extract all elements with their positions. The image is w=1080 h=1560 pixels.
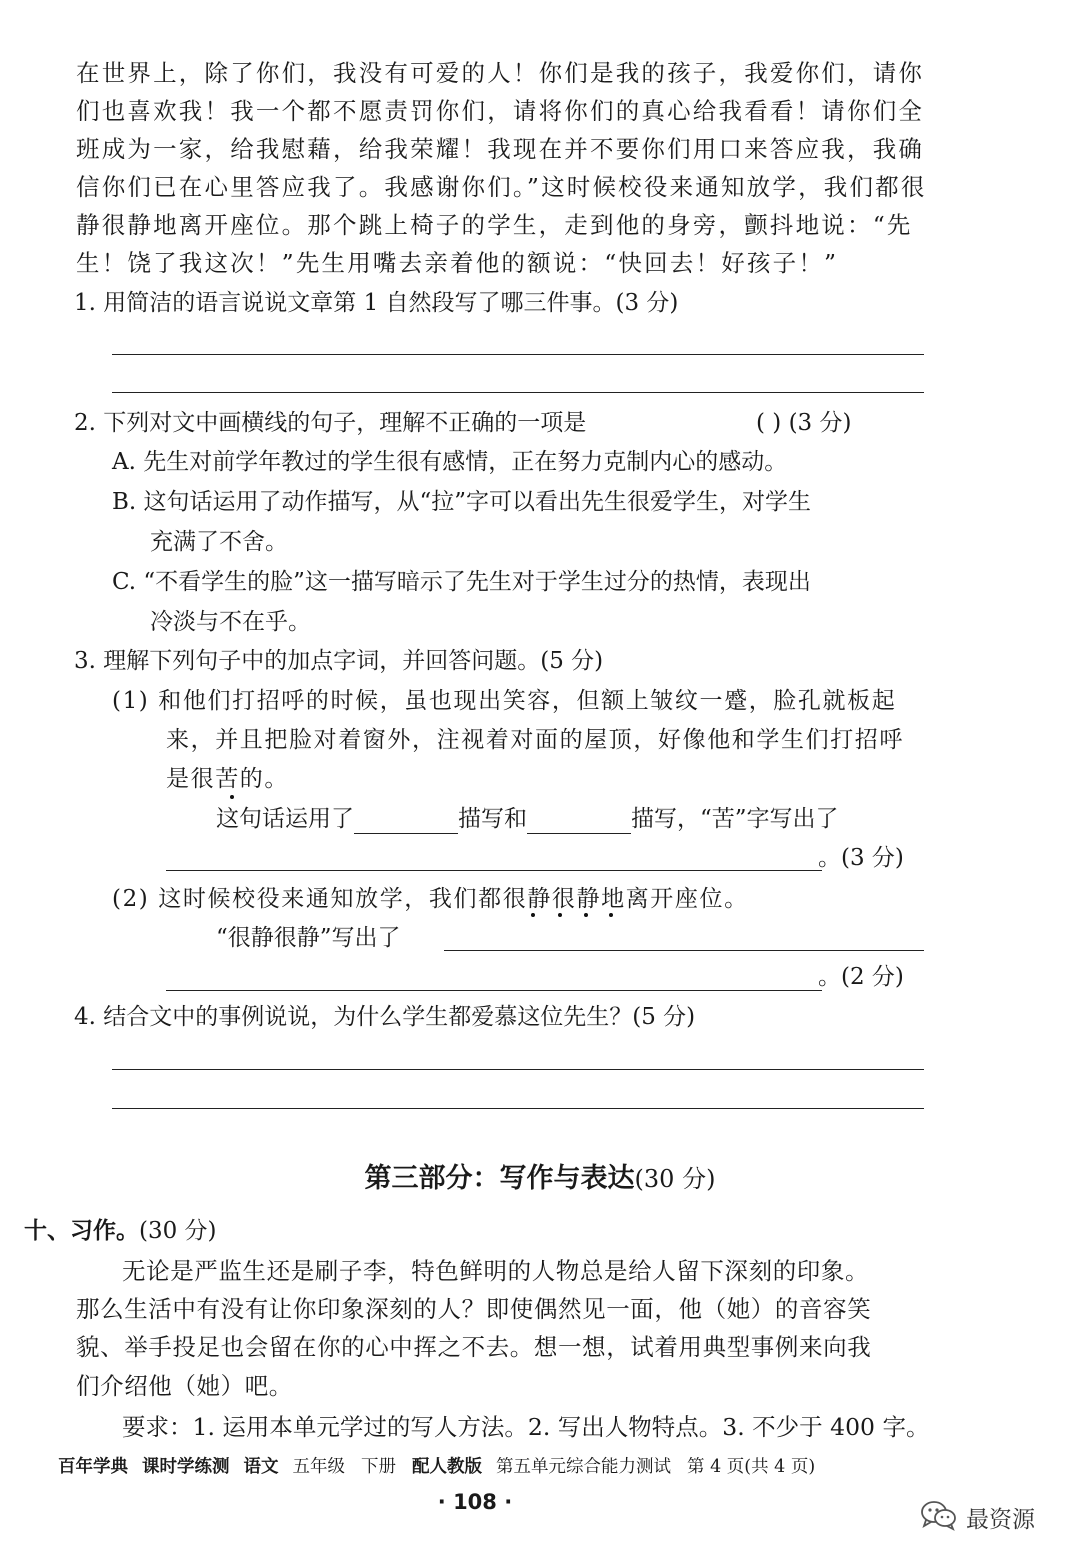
- question-4: 4. 结合文中的事例说说，为什么学生都爱慕这位先生？(5 分): [74, 1004, 696, 1030]
- answer-line[interactable]: [112, 1069, 924, 1070]
- footer-test: 第五单元综合能力测试: [496, 1457, 671, 1477]
- fill-text: “很静很静”写出了: [216, 925, 401, 951]
- footer-subject: 语文: [243, 1457, 279, 1477]
- question-1: 1. 用简洁的语言说说文章第 1 自然段写了哪三件事。(3 分): [74, 290, 679, 316]
- footer-grade: 五年级: [292, 1457, 345, 1477]
- sub-question-1: (1) 和他们打招呼的时候，虽也现出笑容，但额上皱纹一蹙，脸孔就板起: [112, 688, 897, 714]
- option-b: B. 这句话运用了动作描写，从“拉”字可以看出先生很爱学生，对学生: [112, 489, 812, 515]
- option-c-cont: 冷淡与不在乎。: [150, 609, 311, 635]
- passage-line: 们也喜欢我！我一个都不愿责罚你们，请将你们的真心给我看看！请你们全: [76, 97, 925, 125]
- answer-line[interactable]: [166, 870, 822, 871]
- section-title: [0, 1162, 1080, 1196]
- sub-question-1-cont: 来，并且把脸对着窗外，注视着对面的屋顶，好像他和学生们打招呼: [166, 727, 904, 753]
- page-number: · 108 ·: [437, 1490, 513, 1514]
- footer-brand: 百年学典: [58, 1457, 128, 1477]
- footer-volume: 下册: [361, 1457, 396, 1477]
- fill-blank[interactable]: [354, 809, 458, 834]
- emphasis-dot: [531, 913, 535, 917]
- emphasis-dot: [584, 913, 588, 917]
- prompt-line: 无论是严监生还是刷子李，特色鲜明的人物总是给人留下深刻的印象。: [122, 1257, 870, 1285]
- question-10-heading: [24, 1216, 217, 1246]
- prompt-line: 那么生活中有没有让你印象深刻的人？即使偶然见一面，他（她）的音容笑: [76, 1295, 872, 1323]
- option-c: C. “不看学生的脸”这一描写暗示了先生对于学生过分的热情，表现出: [112, 569, 811, 595]
- passage-line: 信你们已在心里答应我了。我感谢你们。”这时候校役来通知放学，我们都很: [76, 173, 927, 201]
- answer-line[interactable]: [166, 990, 822, 991]
- question-2: 2. 下列对文中画横线的句子，理解不正确的一项是: [74, 410, 587, 436]
- fill-text: 这句话运用了: [216, 806, 354, 832]
- option-b-cont: 充满了不舍。: [150, 529, 288, 555]
- prompt-line: 貌、举手投足也会留在你的心中挥之不去。想一想，试着用典型事例来向我: [76, 1333, 872, 1361]
- fill-text: 描写，“苦”字写出了: [631, 806, 839, 832]
- answer-line[interactable]: [112, 1108, 924, 1109]
- page-footer: [58, 1455, 831, 1479]
- passage-line: 班成为一家，给我慰藉，给我荣耀！我现在并不要你们用口来答应我，我确: [76, 135, 925, 163]
- prompt-line: 们介绍他（她）吧。: [76, 1372, 293, 1400]
- watermark-text: 最资源: [966, 1506, 1035, 1533]
- question-10-label: 十、习作。: [24, 1218, 139, 1244]
- prompt-requirements: 要求：1. 运用本单元学过的写人方法。2. 写出人物特点。3. 不少于 400 字。: [122, 1413, 930, 1441]
- emphasis-dot: [558, 913, 562, 917]
- points-label: 。(2 分): [818, 964, 904, 990]
- choice-parenthesis[interactable]: ( ) (3 分): [756, 410, 852, 436]
- section-points: (30 分): [634, 1165, 716, 1193]
- answer-line[interactable]: [444, 950, 924, 951]
- fill-line-1: [216, 804, 839, 834]
- answer-line[interactable]: [112, 392, 924, 393]
- points-label: 。(3 分): [818, 845, 904, 871]
- fill-text: 描写和: [458, 806, 527, 832]
- passage-line: 静很静地离开座位。那个跳上椅子的学生，走到他的身旁，颤抖地说：“先: [76, 211, 913, 239]
- question-3: 3. 理解下列句子中的加点字词，并回答问题。(5 分): [74, 648, 604, 674]
- sub-question-2: (2) 这时候校役来通知放学，我们都很静很静地离开座位。: [112, 886, 749, 912]
- option-a: A. 先生对前学年教过的学生很有感情，正在努力克制内心的感动。: [112, 449, 788, 475]
- passage-line: 生！饶了我这次！”先生用嘴去亲着他的额说：“快回去！好孩子！”: [76, 249, 839, 277]
- footer-edition: 配人教版: [412, 1457, 482, 1477]
- section-title-text: 第三部分：写作与表达: [364, 1163, 635, 1194]
- footer-page-of: 第 4 页(共 4 页): [687, 1457, 816, 1477]
- wechat-icon: [920, 1499, 958, 1535]
- emphasis-dot: [230, 795, 234, 799]
- answer-line[interactable]: [112, 354, 924, 355]
- passage-line: 在世界上，除了你们，我没有可爱的人！你们是我的孩子，我爱你们，请你: [76, 59, 925, 87]
- emphasis-dot: [609, 913, 613, 917]
- footer-series: 课时学练测: [142, 1457, 230, 1477]
- fill-blank[interactable]: [527, 809, 631, 834]
- question-10-points: (30 分): [139, 1218, 217, 1244]
- watermark: [920, 1497, 1035, 1537]
- sub-question-1-cont: 是很苦的。: [166, 766, 289, 792]
